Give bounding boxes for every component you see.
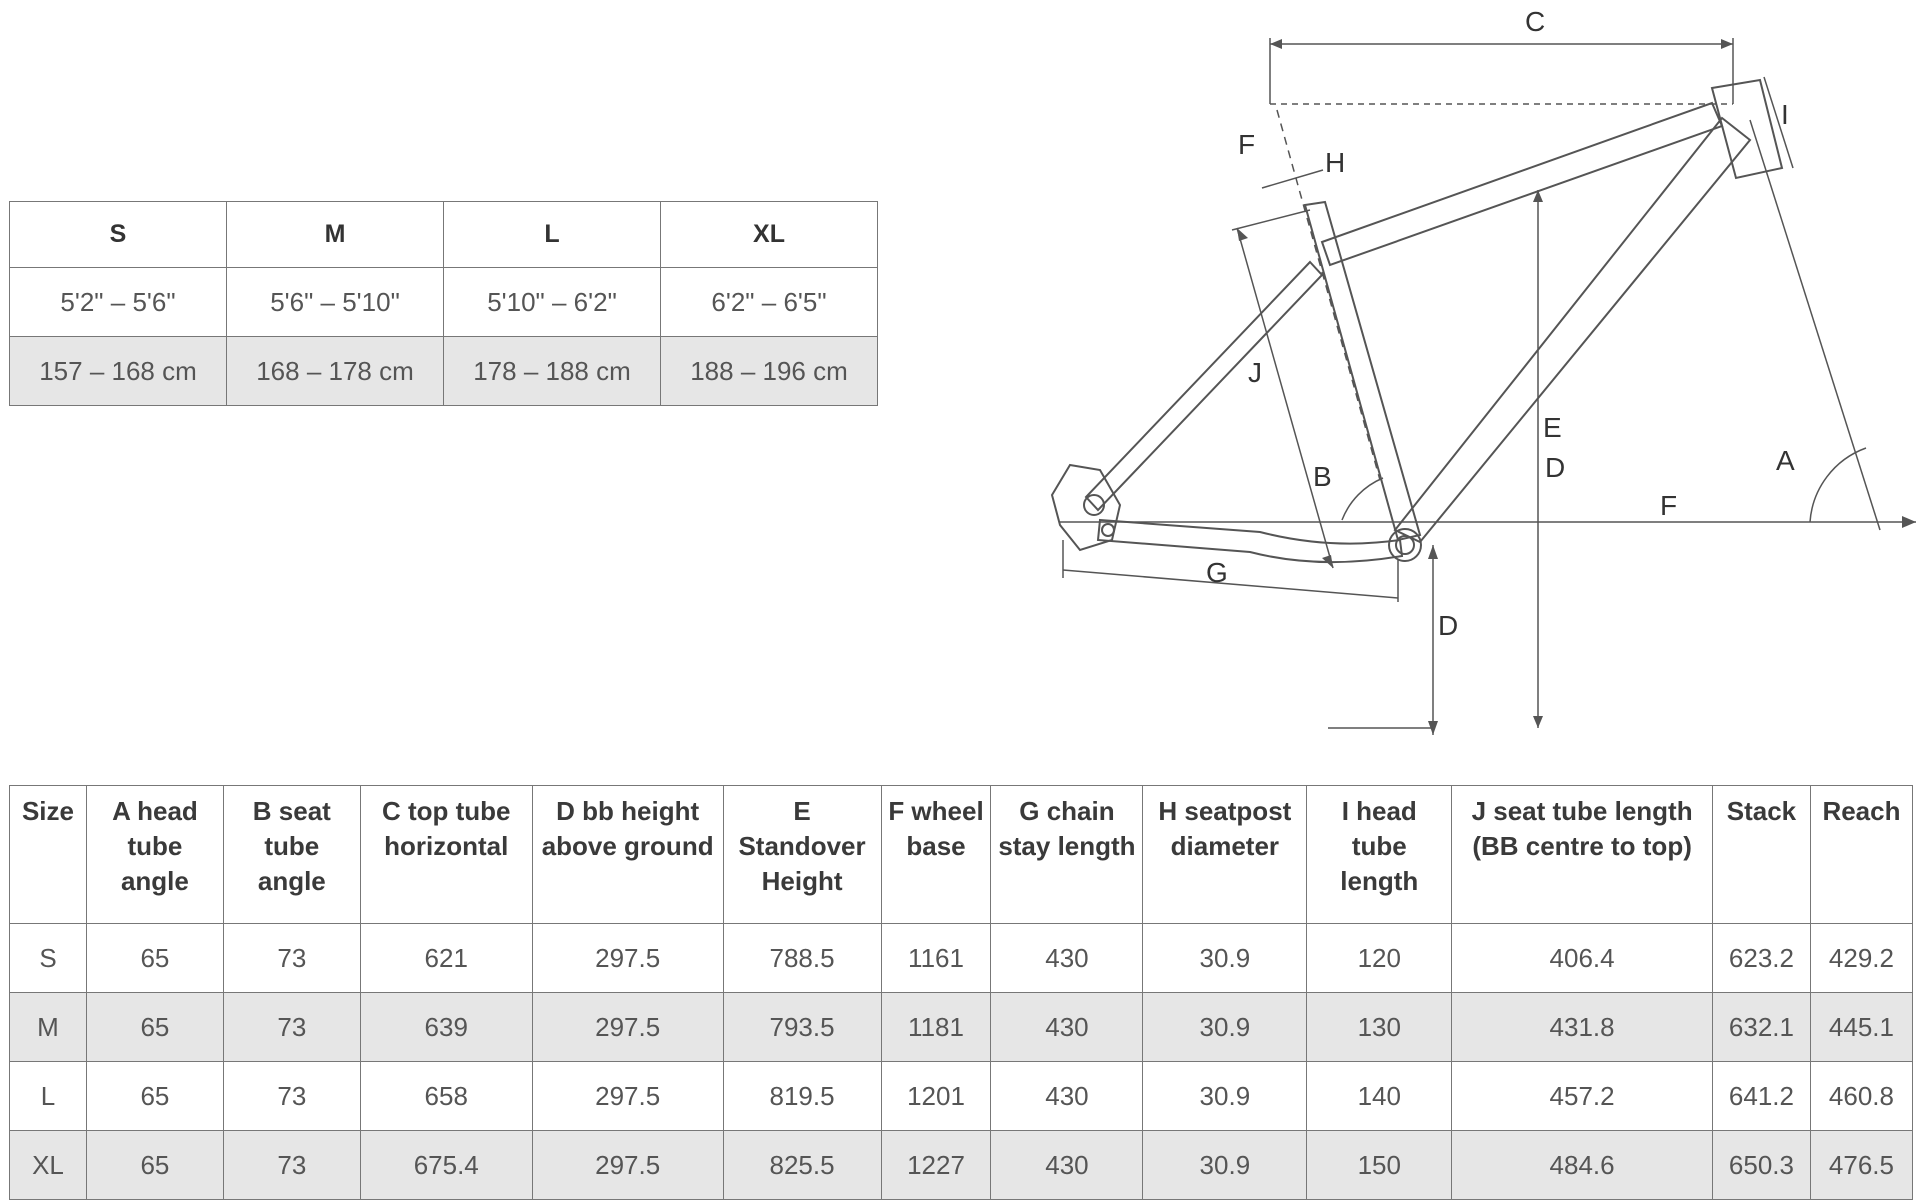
label-i: I (1781, 99, 1789, 130)
geometry-cell: 65 (86, 1062, 223, 1131)
label-b: B (1313, 461, 1332, 492)
size-header-row (10, 202, 878, 268)
geometry-cell: 73 (223, 924, 360, 993)
label-g: G (1206, 557, 1228, 588)
size-header-m: M (227, 202, 444, 268)
header-seatpost-diameter: H seatpost diameter (1143, 786, 1307, 924)
geometry-cell: 297.5 (532, 924, 723, 993)
geometry-cell: 73 (223, 1062, 360, 1131)
geometry-cell: 430 (991, 1062, 1143, 1131)
geometry-cell: 65 (86, 924, 223, 993)
height-cm-l: 178 – 188 cm (444, 337, 661, 406)
dimension-arrows (1237, 39, 1916, 735)
dimension-lines (1060, 38, 1916, 735)
label-f-top: F (1238, 129, 1256, 160)
header-stack: Stack (1712, 786, 1810, 924)
header-chain-stay-length: G chain stay length (991, 786, 1143, 924)
geometry-cell: 130 (1307, 993, 1452, 1062)
geometry-cell: 150 (1307, 1131, 1452, 1200)
geometry-cell: 484.6 (1452, 1131, 1713, 1200)
geometry-row (10, 924, 1913, 993)
geometry-cell-size: XL (10, 1131, 87, 1200)
geometry-cell: 639 (360, 993, 532, 1062)
rear-dropout (1052, 465, 1120, 550)
geometry-cell: 650.3 (1712, 1131, 1810, 1200)
geometry-header-row (10, 786, 1913, 924)
geometry-cell: 675.4 (360, 1131, 532, 1200)
geometry-cell: 406.4 (1452, 924, 1713, 993)
header-seat-tube-angle: B seat tube angle (223, 786, 360, 924)
label-j: J (1248, 357, 1262, 388)
header-head-tube-length: I head tube length (1307, 786, 1452, 924)
size-header-l: L (444, 202, 661, 268)
geometry-cell: 460.8 (1810, 1062, 1912, 1131)
header-top-tube-horizontal: C top tube horizontal (360, 786, 532, 924)
height-cm-s: 157 – 168 cm (10, 337, 227, 406)
height-feet-l: 5'10" – 6'2" (444, 268, 661, 337)
height-cm-row (10, 337, 878, 406)
header-bb-height: D bb height above ground (532, 786, 723, 924)
header-head-tube-angle: A head tube angle (86, 786, 223, 924)
down-tube (1395, 118, 1750, 542)
geometry-cell: 476.5 (1810, 1131, 1912, 1200)
diagram-labels (1206, 6, 1795, 641)
frame-geometry-diagram (1030, 0, 1920, 745)
header-size: Size (10, 786, 87, 924)
height-feet-xl: 6'2" – 6'5" (661, 268, 878, 337)
geometry-cell: 1227 (881, 1131, 991, 1200)
label-a: A (1776, 445, 1795, 476)
header-wheel-base: F wheel base (881, 786, 991, 924)
top-tube (1322, 103, 1722, 265)
height-feet-m: 5'6" – 5'10" (227, 268, 444, 337)
geometry-cell: 297.5 (532, 993, 723, 1062)
height-feet-s: 5'2" – 5'6" (10, 268, 227, 337)
geometry-cell: 73 (223, 993, 360, 1062)
header-seat-tube-length: J seat tube length (BB centre to top) (1452, 786, 1713, 924)
geometry-cell: 430 (991, 1131, 1143, 1200)
geometry-cell: 641.2 (1712, 1062, 1810, 1131)
geometry-row (10, 1131, 1913, 1200)
geometry-cell: 819.5 (723, 1062, 881, 1131)
geometry-cell: 445.1 (1810, 993, 1912, 1062)
header-reach: Reach (1810, 786, 1912, 924)
geometry-cell: 658 (360, 1062, 532, 1131)
size-header-xl: XL (661, 202, 878, 268)
geometry-table-body (10, 924, 1913, 1200)
geometry-cell: 1201 (881, 1062, 991, 1131)
geometry-cell: 430 (991, 993, 1143, 1062)
geometry-cell: 431.8 (1452, 993, 1713, 1062)
geometry-cell: 120 (1307, 924, 1452, 993)
geometry-cell: 788.5 (723, 924, 881, 993)
chain-stay (1098, 520, 1402, 562)
size-header-s: S (10, 202, 227, 268)
geometry-cell: 30.9 (1143, 924, 1307, 993)
geometry-cell: 30.9 (1143, 1131, 1307, 1200)
geometry-cell: 825.5 (723, 1131, 881, 1200)
geometry-cell: 65 (86, 993, 223, 1062)
geometry-cell-size: S (10, 924, 87, 993)
label-f-wheelbase: F (1660, 490, 1678, 521)
geometry-cell: 793.5 (723, 993, 881, 1062)
geometry-cell: 1181 (881, 993, 991, 1062)
geometry-cell-size: M (10, 993, 87, 1062)
label-h: H (1325, 147, 1346, 178)
label-d-upper: D (1545, 452, 1566, 483)
frame-geometry-table (9, 785, 1913, 1200)
rider-size-table (9, 201, 878, 406)
geometry-cell: 297.5 (532, 1131, 723, 1200)
head-tube (1712, 80, 1782, 178)
geometry-cell: 140 (1307, 1062, 1452, 1131)
geometry-cell: 1161 (881, 924, 991, 993)
label-d-lower: D (1438, 610, 1459, 641)
geometry-cell: 623.2 (1712, 924, 1810, 993)
geometry-cell-size: L (10, 1062, 87, 1131)
geometry-cell: 457.2 (1452, 1062, 1713, 1131)
label-c: C (1525, 6, 1546, 37)
geometry-cell: 430 (991, 924, 1143, 993)
height-cm-xl: 188 – 196 cm (661, 337, 878, 406)
height-cm-m: 168 – 178 cm (227, 337, 444, 406)
geometry-cell: 30.9 (1143, 993, 1307, 1062)
geometry-cell: 65 (86, 1131, 223, 1200)
geometry-cell: 30.9 (1143, 1062, 1307, 1131)
geometry-cell: 621 (360, 924, 532, 993)
label-e: E (1543, 412, 1562, 443)
geometry-cell: 73 (223, 1131, 360, 1200)
geometry-cell: 429.2 (1810, 924, 1912, 993)
geometry-row (10, 1062, 1913, 1131)
geometry-cell: 297.5 (532, 1062, 723, 1131)
seat-stay (1086, 262, 1322, 510)
geometry-cell: 632.1 (1712, 993, 1810, 1062)
height-feet-row (10, 268, 878, 337)
geometry-row (10, 993, 1913, 1062)
header-standover-height: E Standover Height (723, 786, 881, 924)
